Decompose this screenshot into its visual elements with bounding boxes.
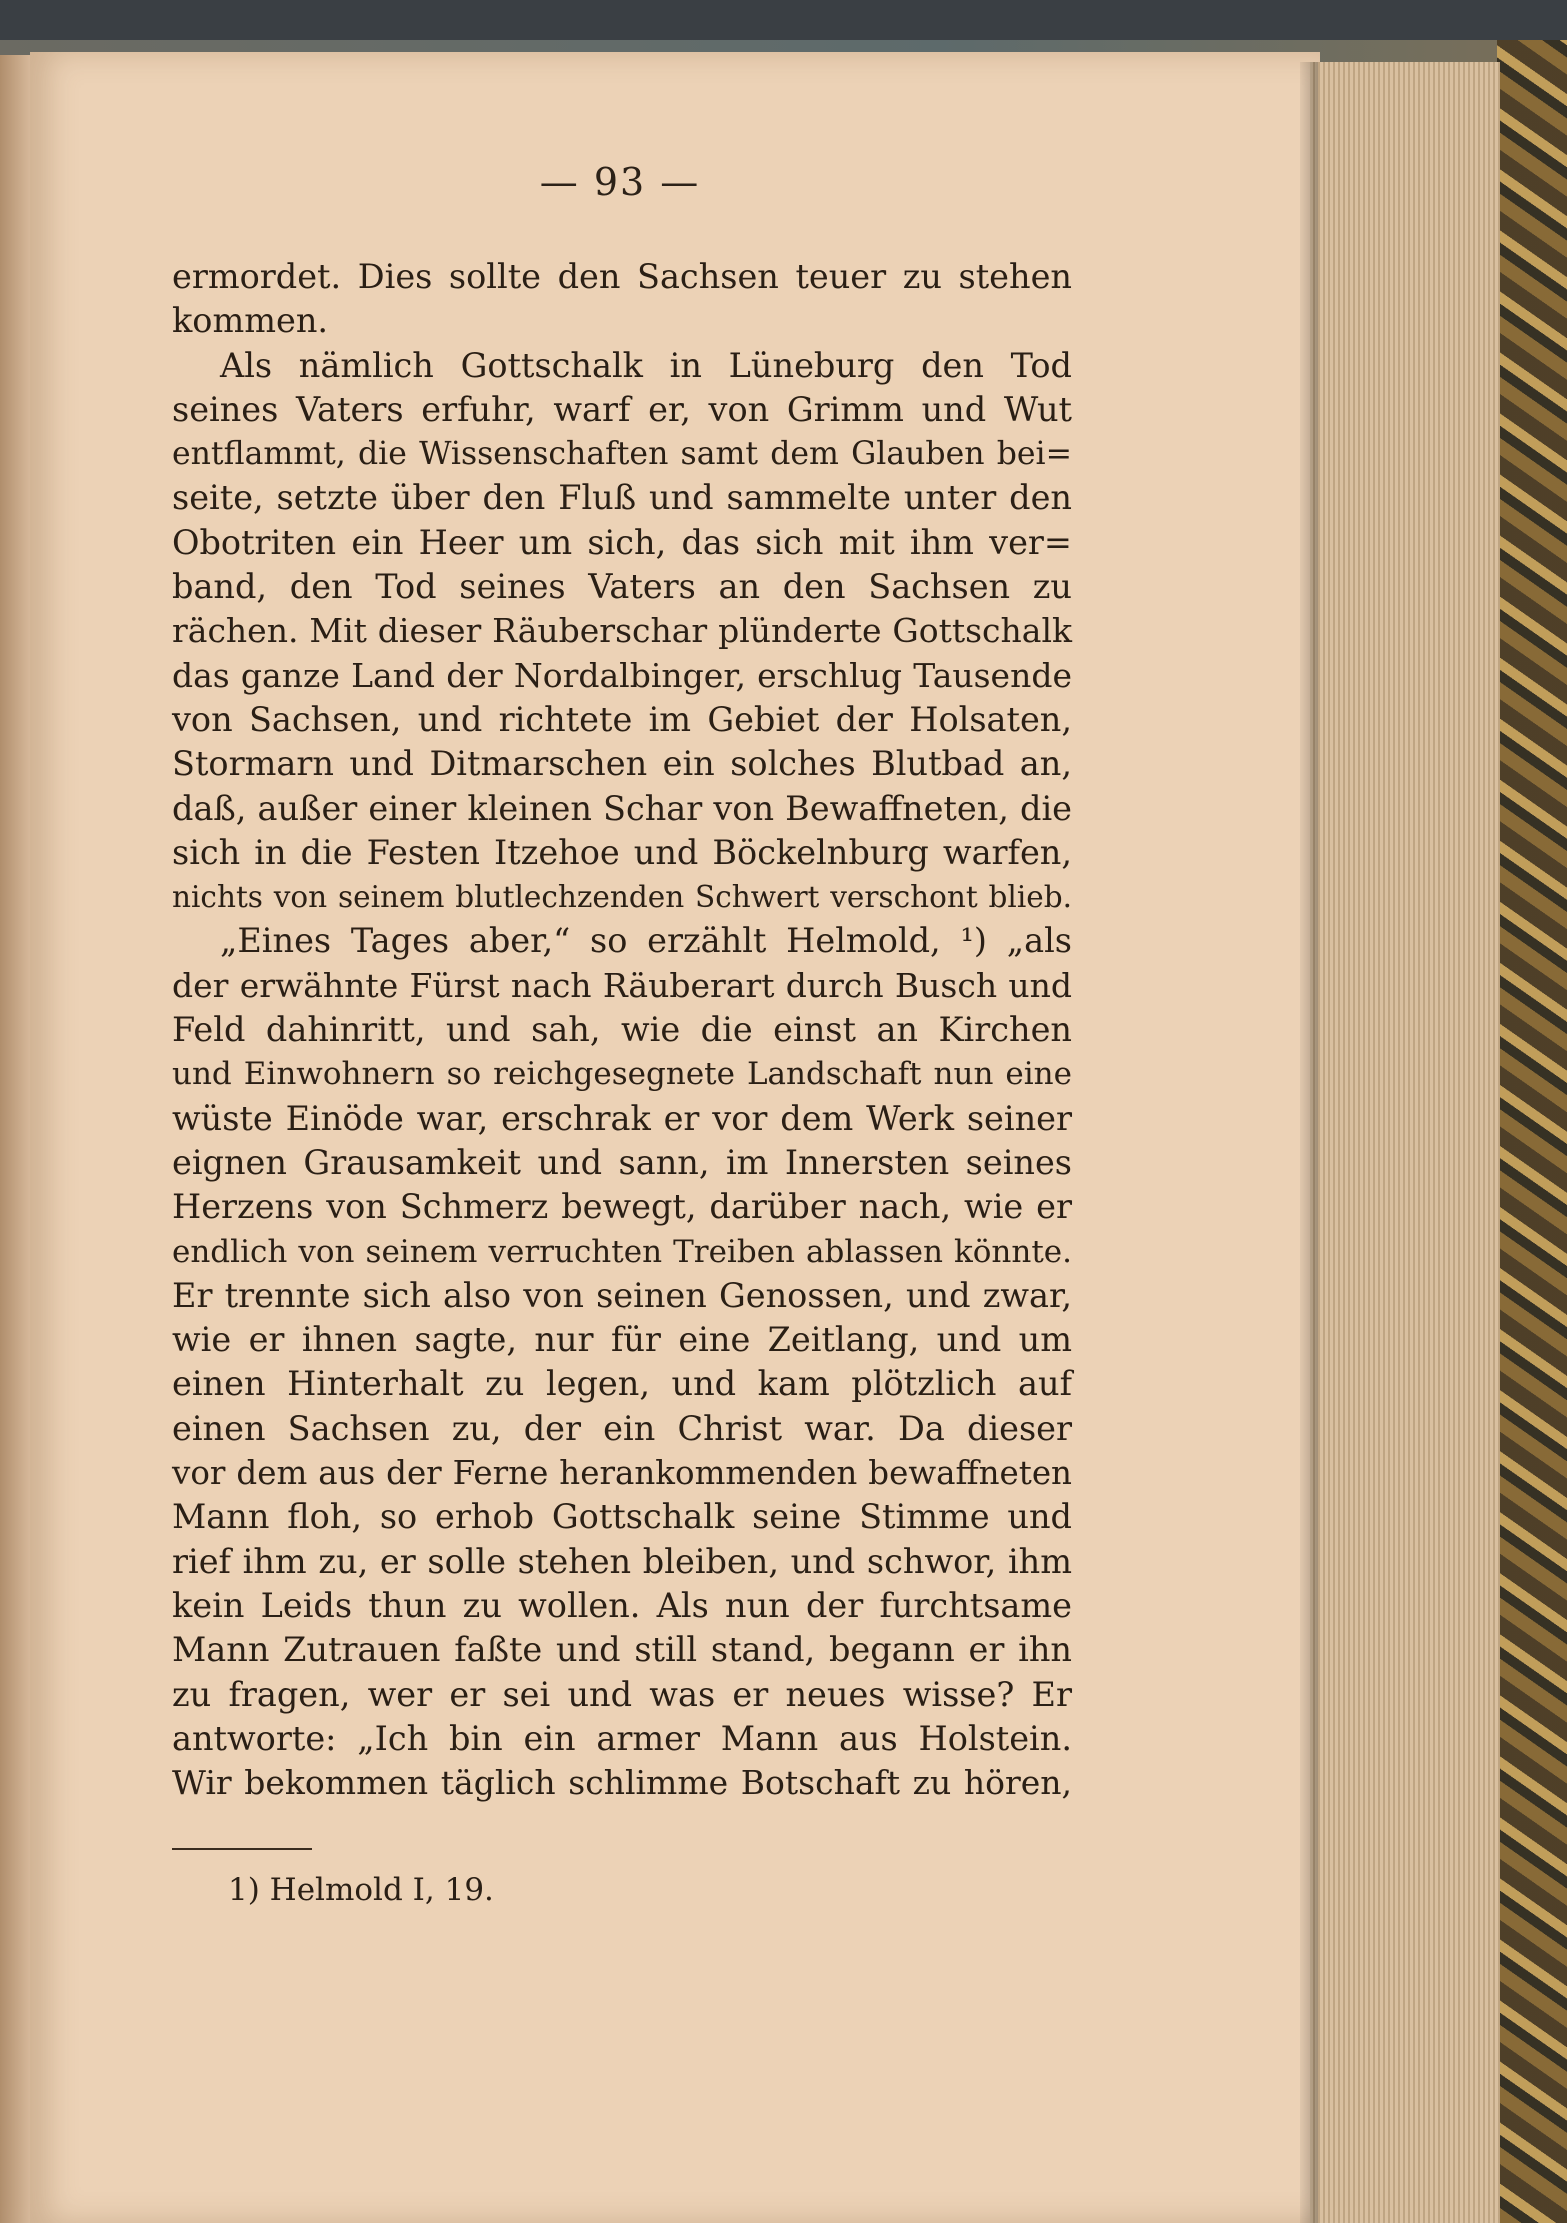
text-line: entflammt, die Wissenschaften samt dem Glauben bei=: [172, 436, 1072, 473]
text-line: Mann Zutrauen faßte und still stand, begann er ihn: [172, 1630, 1072, 1670]
text-line: kommen.: [172, 301, 329, 341]
text-line: zu fragen, wer er sei und was er neues wisse? Er: [172, 1674, 1072, 1714]
text-line: vor dem aus der Ferne herankommenden bewaffneten: [172, 1454, 1072, 1493]
text-line: von Sachsen, und richtete im Gebiet der Holsaten,: [172, 699, 1072, 739]
text-line: daß, außer einer kleinen Schar von Bewaffneten, die: [172, 788, 1072, 828]
text-line: Wir bekommen täglich schlimme Botschaft zu hören,: [172, 1763, 1072, 1803]
text-line: endlich von seinem verruchten Treiben ablassen könnte.: [172, 1233, 1072, 1270]
text-line: „Eines Tages aber,“ so erzählt Helmold, ¹) „als: [220, 921, 1072, 961]
marbled-edge: [1497, 40, 1567, 2223]
text-line: Als nämlich Gottschalk in Lüneburg den Tod: [220, 345, 1072, 385]
text-line: Feld dahinritt, und sah, wie die einst an Kirchen: [172, 1010, 1072, 1050]
text-line: wüste Einöde war, erschrak er vor dem Werk seiner: [172, 1098, 1072, 1138]
text-line: seite, setzte über den Fluß und sammelte unter den: [172, 478, 1072, 518]
page-number: — 93 —: [539, 160, 701, 204]
footnote-rule: [172, 1848, 312, 1850]
text-line: das ganze Land der Nordalbinger, erschlug Tausende: [172, 655, 1072, 695]
text-line: Herzens von Schmerz bewegt, darüber nach, wie er: [172, 1187, 1072, 1227]
text-line: antworte: „Ich bin ein armer Mann aus Holstein.: [172, 1718, 1072, 1758]
footnote: 1) Helmold I, 19.: [228, 1872, 494, 1908]
text-line: Mann floh, so erhob Gottschalk seine Stimme und: [172, 1497, 1072, 1537]
text-line: rief ihm zu, er solle stehen bleiben, und schwor, ihm: [172, 1541, 1072, 1581]
text-line: seines Vaters erfuhr, warf er, von Grimm und Wut: [172, 389, 1072, 429]
body-text: [172, 255, 1072, 1805]
text-line: und Einwohnern so reichgesegnete Landschaft nun eine: [172, 1056, 1072, 1093]
text-line: nichts von seinem blutlechzenden Schwert verschont blieb.: [172, 880, 1072, 915]
text-line: kein Leids thun zu wollen. Als nun der furchtsame: [172, 1585, 1072, 1625]
text-line: wie er ihnen sagte, nur für eine Zeitlang, und um: [172, 1320, 1072, 1360]
text-line: Stormarn und Ditmarschen ein solches Blutbad an,: [172, 744, 1072, 784]
text-line: ermordet. Dies sollte den Sachsen teuer zu stehen: [172, 257, 1072, 296]
text-line: der erwähnte Fürst nach Räuberart durch Busch und: [172, 965, 1072, 1005]
text-line: Er trennte sich also von seinen Genossen, und zwar,: [172, 1275, 1072, 1315]
text-line: Obotriten ein Heer um sich, das sich mit ihm ver=: [172, 522, 1072, 562]
gutter-shadow: [1300, 62, 1318, 2223]
page-stack-edges: [1310, 62, 1500, 2223]
text-line: einen Sachsen zu, der ein Christ war. Da dieser: [172, 1408, 1072, 1448]
text-line: einen Hinterhalt zu legen, und kam plötzlich auf: [172, 1364, 1072, 1404]
text-line: eignen Grausamkeit und sann, im Innersten seines: [172, 1142, 1072, 1182]
text-line: sich in die Festen Itzehoe und Böckelnburg warfen,: [172, 832, 1072, 872]
text-line: band, den Tod seines Vaters an den Sachsen zu: [172, 567, 1072, 607]
text-line: rächen. Mit dieser Räuberschar plünderte Gottschalk: [172, 611, 1072, 651]
